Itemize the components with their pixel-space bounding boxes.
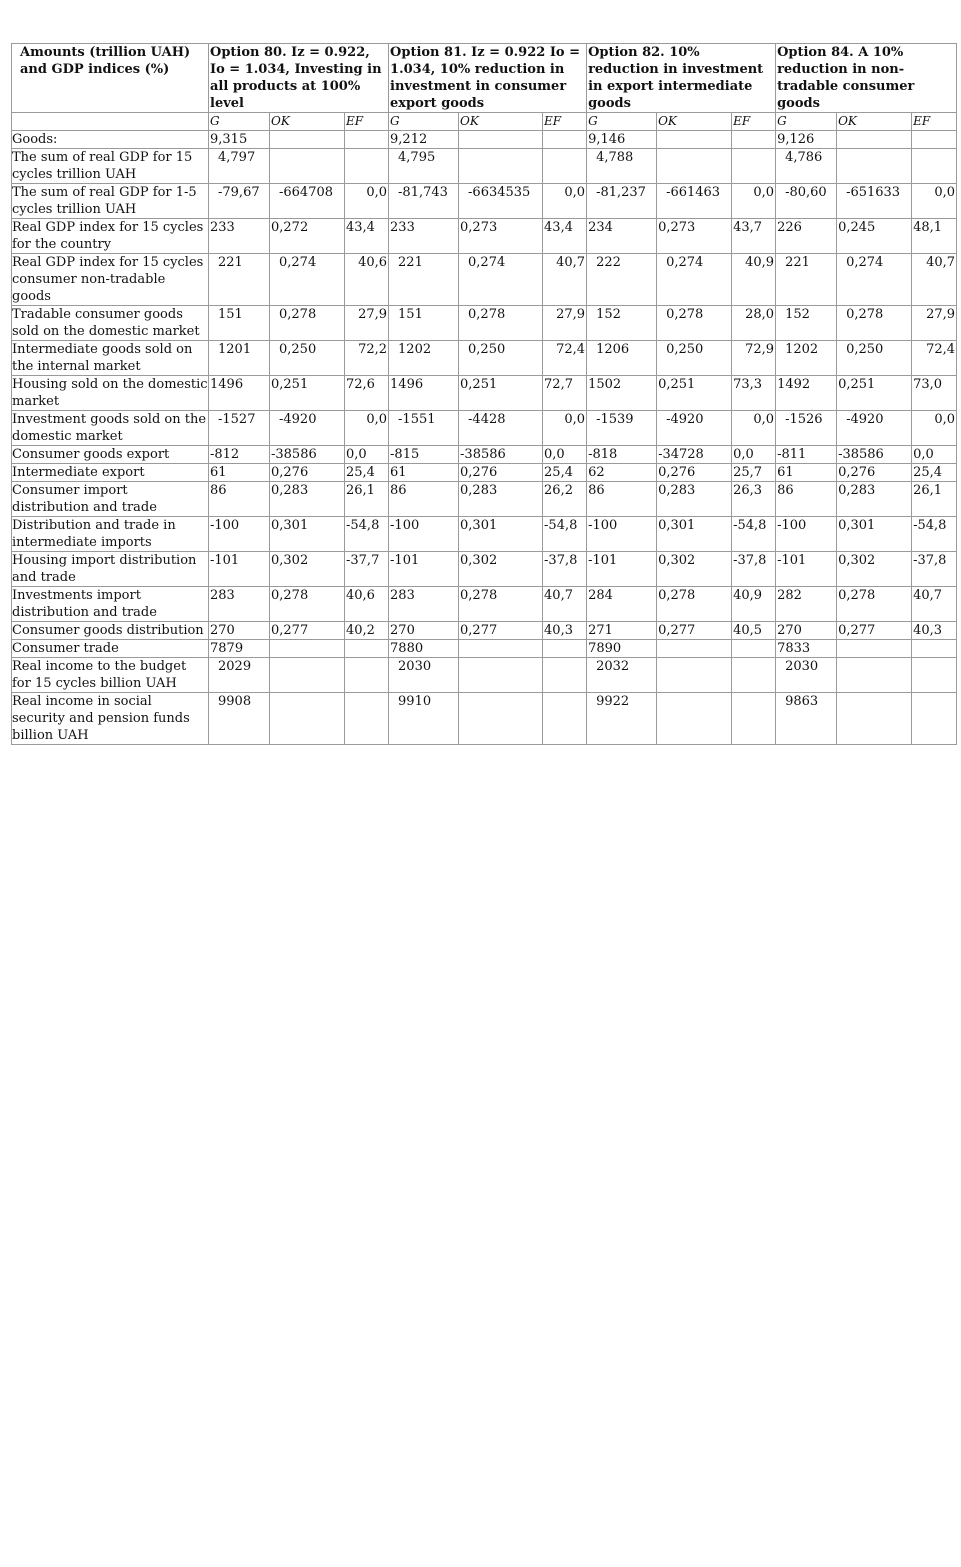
table-cell: [270, 693, 345, 745]
table-cell: [837, 149, 912, 184]
table-cell: 0,251: [459, 376, 543, 411]
table-cell: 40,6: [345, 587, 389, 622]
table-cell: 86: [389, 482, 459, 517]
row-label: Consumer goods export: [12, 446, 209, 464]
table-cell: [459, 658, 543, 693]
table-cell: 0,277: [657, 622, 732, 640]
table-cell: -818: [587, 446, 657, 464]
table-cell: 7880: [389, 640, 459, 658]
table-row: [12, 411, 957, 446]
table-cell: 62: [587, 464, 657, 482]
table-cell: 72,9: [732, 341, 776, 376]
table-cell: 0,250: [270, 341, 345, 376]
subheader-cell: EF: [345, 113, 389, 131]
table-cell: 0,0: [912, 184, 957, 219]
subheader-row: [12, 113, 957, 131]
table-cell: 0,0: [543, 184, 587, 219]
table-row: [12, 587, 957, 622]
table-cell: 0,251: [657, 376, 732, 411]
table-cell: [732, 131, 776, 149]
row-label: Intermediate export: [12, 464, 209, 482]
table-cell: -101: [587, 552, 657, 587]
table-cell: -100: [209, 517, 270, 552]
table-cell: -661463: [657, 184, 732, 219]
subheader-cell: OK: [459, 113, 543, 131]
table-cell: [270, 658, 345, 693]
subheader-empty-cell: [12, 113, 209, 131]
table-cell: 26,2: [543, 482, 587, 517]
data-table: [11, 43, 957, 745]
table-cell: 26,3: [732, 482, 776, 517]
table-cell: -651633: [837, 184, 912, 219]
table-cell: 9908: [209, 693, 270, 745]
table-cell: -34728: [657, 446, 732, 464]
table-cell: 40,5: [732, 622, 776, 640]
table-cell: 221: [389, 254, 459, 306]
table-cell: 27,9: [345, 306, 389, 341]
table-cell: [657, 693, 732, 745]
table-cell: -38586: [270, 446, 345, 464]
table-cell: 9,315: [209, 131, 270, 149]
table-cell: 27,9: [912, 306, 957, 341]
row-label: Housing sold on the domestic market: [12, 377, 208, 409]
table-cell: 1496: [209, 376, 270, 411]
table-cell: 1201: [209, 341, 270, 376]
table-cell: 26,1: [912, 482, 957, 517]
table-cell: 25,4: [912, 464, 957, 482]
table-cell: 7879: [209, 640, 270, 658]
table-cell: 0,276: [270, 464, 345, 482]
table-cell: 271: [587, 622, 657, 640]
table-cell: -79,67: [209, 184, 270, 219]
table-cell: 86: [587, 482, 657, 517]
table-cell: [657, 640, 732, 658]
table-cell: -1526: [776, 411, 837, 446]
table-cell: 0,273: [657, 219, 732, 254]
table-row: [12, 552, 957, 587]
table-cell: 1496: [389, 376, 459, 411]
table-cell: 48,1: [912, 219, 957, 254]
subheader-cell: G: [209, 113, 270, 131]
table-cell: 0,0: [732, 411, 776, 446]
table-cell: 28,0: [732, 306, 776, 341]
table-cell: 72,2: [345, 341, 389, 376]
table-cell: 86: [209, 482, 270, 517]
table-cell: [345, 640, 389, 658]
table-cell: 1202: [776, 341, 837, 376]
table-cell: 0,0: [345, 446, 389, 464]
table-cell: 221: [776, 254, 837, 306]
table-cell: [459, 693, 543, 745]
table-cell: 0,277: [270, 622, 345, 640]
table-cell: 0,278: [837, 587, 912, 622]
table-cell: 40,3: [912, 622, 957, 640]
row-label: Real income to the budget for 15 cycles billion UAH: [12, 658, 209, 693]
table-row: [12, 149, 957, 184]
table-cell: 72,6: [345, 376, 389, 411]
table-cell: [912, 658, 957, 693]
subheader-cell: OK: [837, 113, 912, 131]
table-row: [12, 640, 957, 658]
table-cell: 0,251: [837, 376, 912, 411]
table-cell: [912, 149, 957, 184]
table-cell: 9910: [389, 693, 459, 745]
table-cell: 61: [209, 464, 270, 482]
table-cell: -100: [389, 517, 459, 552]
table-cell: 73,0: [912, 376, 957, 411]
table-cell: 283: [389, 587, 459, 622]
table-cell: -54,8: [543, 517, 587, 552]
row-label: The sum of real GDP for 15 cycles trillion UAH: [12, 149, 209, 184]
table-cell: -101: [389, 552, 459, 587]
table-cell: 152: [776, 306, 837, 341]
table-cell: 40,9: [732, 254, 776, 306]
table-cell: 0,274: [459, 254, 543, 306]
table-cell: 0,0: [912, 411, 957, 446]
row-label: Consumer goods distribution: [12, 622, 209, 640]
table-cell: -101: [776, 552, 837, 587]
table-cell: 1492: [776, 376, 837, 411]
table-cell: 0,302: [459, 552, 543, 587]
table-cell: 151: [389, 306, 459, 341]
table-cell: -37,7: [345, 552, 389, 587]
table-cell: 0,302: [657, 552, 732, 587]
table-cell: 2032: [587, 658, 657, 693]
table-cell: 0,283: [459, 482, 543, 517]
table-cell: -54,8: [912, 517, 957, 552]
table-cell: 27,9: [543, 306, 587, 341]
table-cell: 0,0: [912, 446, 957, 464]
table-cell: 0,0: [345, 184, 389, 219]
table-cell: [837, 640, 912, 658]
table-cell: 0,273: [459, 219, 543, 254]
table-cell: 26,1: [345, 482, 389, 517]
table-cell: -1539: [587, 411, 657, 446]
row-label: Distribution and trade in intermediate imports: [12, 517, 209, 552]
table-cell: -100: [776, 517, 837, 552]
table-cell: [345, 149, 389, 184]
table-cell: [459, 640, 543, 658]
table-cell: 0,302: [837, 552, 912, 587]
table-cell: 151: [209, 306, 270, 341]
table-cell: 25,4: [543, 464, 587, 482]
table-cell: 0,301: [459, 517, 543, 552]
table-cell: 40,7: [543, 254, 587, 306]
table-cell: [912, 640, 957, 658]
table-cell: [345, 693, 389, 745]
table-cell: 0,278: [270, 306, 345, 341]
table-cell: [837, 693, 912, 745]
table-row: [12, 184, 957, 219]
table-row: [12, 254, 957, 306]
table-cell: 61: [389, 464, 459, 482]
table-cell: 0,301: [837, 517, 912, 552]
header-row: [12, 44, 957, 113]
table-cell: 226: [776, 219, 837, 254]
table-cell: [732, 658, 776, 693]
table-cell: [270, 131, 345, 149]
table-cell: [912, 131, 957, 149]
table-cell: -80,60: [776, 184, 837, 219]
table-cell: 4,788: [587, 149, 657, 184]
table-cell: [459, 131, 543, 149]
table-cell: 0,251: [270, 376, 345, 411]
table-cell: 0,278: [270, 587, 345, 622]
table-cell: 72,4: [543, 341, 587, 376]
table-cell: 0,250: [657, 341, 732, 376]
table-cell: -4920: [270, 411, 345, 446]
table-cell: 270: [389, 622, 459, 640]
subheader-cell: G: [776, 113, 837, 131]
table-cell: 7833: [776, 640, 837, 658]
table-cell: 1206: [587, 341, 657, 376]
table-cell: [912, 693, 957, 745]
table-cell: 40,2: [345, 622, 389, 640]
table-cell: 0,283: [270, 482, 345, 517]
table-cell: [732, 149, 776, 184]
table-cell: [837, 131, 912, 149]
table-cell: [270, 640, 345, 658]
row-label: Intermediate goods sold on the internal market: [12, 341, 209, 376]
table-cell: -1551: [389, 411, 459, 446]
row-label: The sum of real GDP for 1-5 cycles trillion UAH: [12, 184, 209, 219]
table-cell: [345, 658, 389, 693]
table-cell: 0,0: [732, 446, 776, 464]
subheader-cell: EF: [732, 113, 776, 131]
table-row: [12, 131, 957, 149]
table-cell: -811: [776, 446, 837, 464]
table-cell: [543, 640, 587, 658]
table-cell: -100: [587, 517, 657, 552]
table-cell: 0,283: [837, 482, 912, 517]
table-cell: [543, 693, 587, 745]
table-cell: 40,7: [912, 587, 957, 622]
row-label: Consumer trade: [12, 640, 209, 658]
subheader-cell: OK: [657, 113, 732, 131]
table-cell: 233: [209, 219, 270, 254]
table-cell: 233: [389, 219, 459, 254]
row-label: Real income in social security and pension funds billion UAH: [12, 693, 209, 745]
table-cell: 4,786: [776, 149, 837, 184]
table-cell: -1527: [209, 411, 270, 446]
row-label: Tradable consumer goods sold on the domestic market: [12, 306, 209, 341]
table-cell: [270, 149, 345, 184]
table-cell: 7890: [587, 640, 657, 658]
subheader-cell: EF: [543, 113, 587, 131]
table-cell: 0,276: [459, 464, 543, 482]
table-row: [12, 693, 957, 745]
table-cell: 270: [209, 622, 270, 640]
table-row: [12, 376, 957, 411]
table-row: [12, 464, 957, 482]
table-cell: 9,212: [389, 131, 459, 149]
row-label: Real GDP index for 15 cycles consumer non-tradable goods: [12, 254, 209, 306]
table-cell: 0,0: [732, 184, 776, 219]
table-cell: -37,8: [543, 552, 587, 587]
table-cell: 270: [776, 622, 837, 640]
table-cell: 0,283: [657, 482, 732, 517]
subheader-cell: G: [587, 113, 657, 131]
subheader-cell: EF: [912, 113, 957, 131]
table-cell: 0,276: [657, 464, 732, 482]
table-cell: 9,126: [776, 131, 837, 149]
table-row: [12, 446, 957, 464]
table-cell: 152: [587, 306, 657, 341]
table-cell: -37,8: [912, 552, 957, 587]
table-cell: -54,8: [345, 517, 389, 552]
table-cell: 0,274: [657, 254, 732, 306]
header-option-80: Option 80. Iz = 0.922, Io = 1.034, Investing in all products at 100% level: [209, 44, 389, 113]
table-cell: 4,797: [209, 149, 270, 184]
table-cell: -54,8: [732, 517, 776, 552]
table-cell: 0,272: [270, 219, 345, 254]
table-cell: 0,278: [459, 587, 543, 622]
table-cell: 40,9: [732, 587, 776, 622]
table-cell: 222: [587, 254, 657, 306]
table-cell: 9863: [776, 693, 837, 745]
row-label: Investments import distribution and trade: [12, 587, 209, 622]
table-cell: 2030: [389, 658, 459, 693]
table-row: [12, 482, 957, 517]
table-cell: [543, 131, 587, 149]
table-cell: 73,3: [732, 376, 776, 411]
table-cell: 0,301: [270, 517, 345, 552]
table-cell: 40,7: [912, 254, 957, 306]
table-cell: [543, 149, 587, 184]
table-cell: 0,0: [345, 411, 389, 446]
table-row: [12, 219, 957, 254]
table-cell: [657, 149, 732, 184]
table-cell: [459, 149, 543, 184]
table-row: [12, 517, 957, 552]
row-label: Investment goods sold on the domestic market: [12, 411, 209, 446]
table-cell: 43,4: [543, 219, 587, 254]
table-cell: [543, 658, 587, 693]
table-cell: [657, 658, 732, 693]
table-cell: 0,278: [657, 587, 732, 622]
table-cell: -4920: [657, 411, 732, 446]
table-cell: 0,245: [837, 219, 912, 254]
subheader-cell: OK: [270, 113, 345, 131]
table-cell: [837, 658, 912, 693]
table-cell: 0,277: [837, 622, 912, 640]
table-cell: -38586: [459, 446, 543, 464]
table-cell: 72,4: [912, 341, 957, 376]
table-cell: 282: [776, 587, 837, 622]
table-cell: -812: [209, 446, 270, 464]
table-cell: -81,237: [587, 184, 657, 219]
table-cell: 284: [587, 587, 657, 622]
table-cell: 221: [209, 254, 270, 306]
table-cell: -815: [389, 446, 459, 464]
table-cell: 0,276: [837, 464, 912, 482]
table-row: [12, 341, 957, 376]
table-cell: 0,302: [270, 552, 345, 587]
table-cell: -101: [209, 552, 270, 587]
table-cell: [732, 640, 776, 658]
row-label: Goods:: [12, 131, 209, 149]
table-cell: -4920: [837, 411, 912, 446]
row-label: Consumer import distribution and trade: [12, 482, 209, 517]
table-cell: [657, 131, 732, 149]
table-cell: 0,278: [459, 306, 543, 341]
table-cell: 25,4: [345, 464, 389, 482]
header-option-84: Option 84. A 10% reduction in non-tradable consumer goods: [776, 44, 957, 113]
table-cell: 1502: [587, 376, 657, 411]
subheader-cell: G: [389, 113, 459, 131]
table-cell: 86: [776, 482, 837, 517]
table-cell: 61: [776, 464, 837, 482]
table-row: [12, 658, 957, 693]
table-cell: 0,278: [837, 306, 912, 341]
table-row: [12, 306, 957, 341]
table-cell: 0,277: [459, 622, 543, 640]
table-cell: 234: [587, 219, 657, 254]
table-cell: 283: [209, 587, 270, 622]
header-first-cell: Amounts (trillion UAH) and GDP indices (%): [12, 44, 209, 113]
table-cell: 43,4: [345, 219, 389, 254]
table-cell: [345, 131, 389, 149]
table-cell: 0,250: [837, 341, 912, 376]
table-cell: 43,7: [732, 219, 776, 254]
table-cell: -4428: [459, 411, 543, 446]
header-option-82: Option 82. 10% reduction in investment in export intermediate goods: [587, 44, 776, 113]
table-cell: 9922: [587, 693, 657, 745]
table-cell: -37,8: [732, 552, 776, 587]
table-row: [12, 622, 957, 640]
table-cell: 40,3: [543, 622, 587, 640]
table-cell: 0,278: [657, 306, 732, 341]
table-cell: 9,146: [587, 131, 657, 149]
table-cell: -38586: [837, 446, 912, 464]
table-cell: -81,743: [389, 184, 459, 219]
table-cell: 0,250: [459, 341, 543, 376]
table-cell: 2030: [776, 658, 837, 693]
table-cell: -6634535: [459, 184, 543, 219]
table-cell: 0,274: [837, 254, 912, 306]
table-cell: 2029: [209, 658, 270, 693]
table-cell: 1202: [389, 341, 459, 376]
table-cell: 0,0: [543, 446, 587, 464]
table-cell: 25,7: [732, 464, 776, 482]
table-cell: 40,6: [345, 254, 389, 306]
row-label: Real GDP index for 15 cycles for the country: [12, 219, 209, 254]
table-cell: 72,7: [543, 376, 587, 411]
table-cell: [732, 693, 776, 745]
row-label: Housing import distribution and trade: [12, 552, 209, 587]
header-option-81: Option 81. Iz = 0.922 Io = 1.034, 10% reduction in investment in consumer export goods: [389, 44, 587, 113]
table-cell: 4,795: [389, 149, 459, 184]
table-cell: 0,301: [657, 517, 732, 552]
table-body: [12, 44, 957, 745]
table-cell: 0,274: [270, 254, 345, 306]
table-cell: 0,0: [543, 411, 587, 446]
table-cell: 40,7: [543, 587, 587, 622]
table-cell: -664708: [270, 184, 345, 219]
